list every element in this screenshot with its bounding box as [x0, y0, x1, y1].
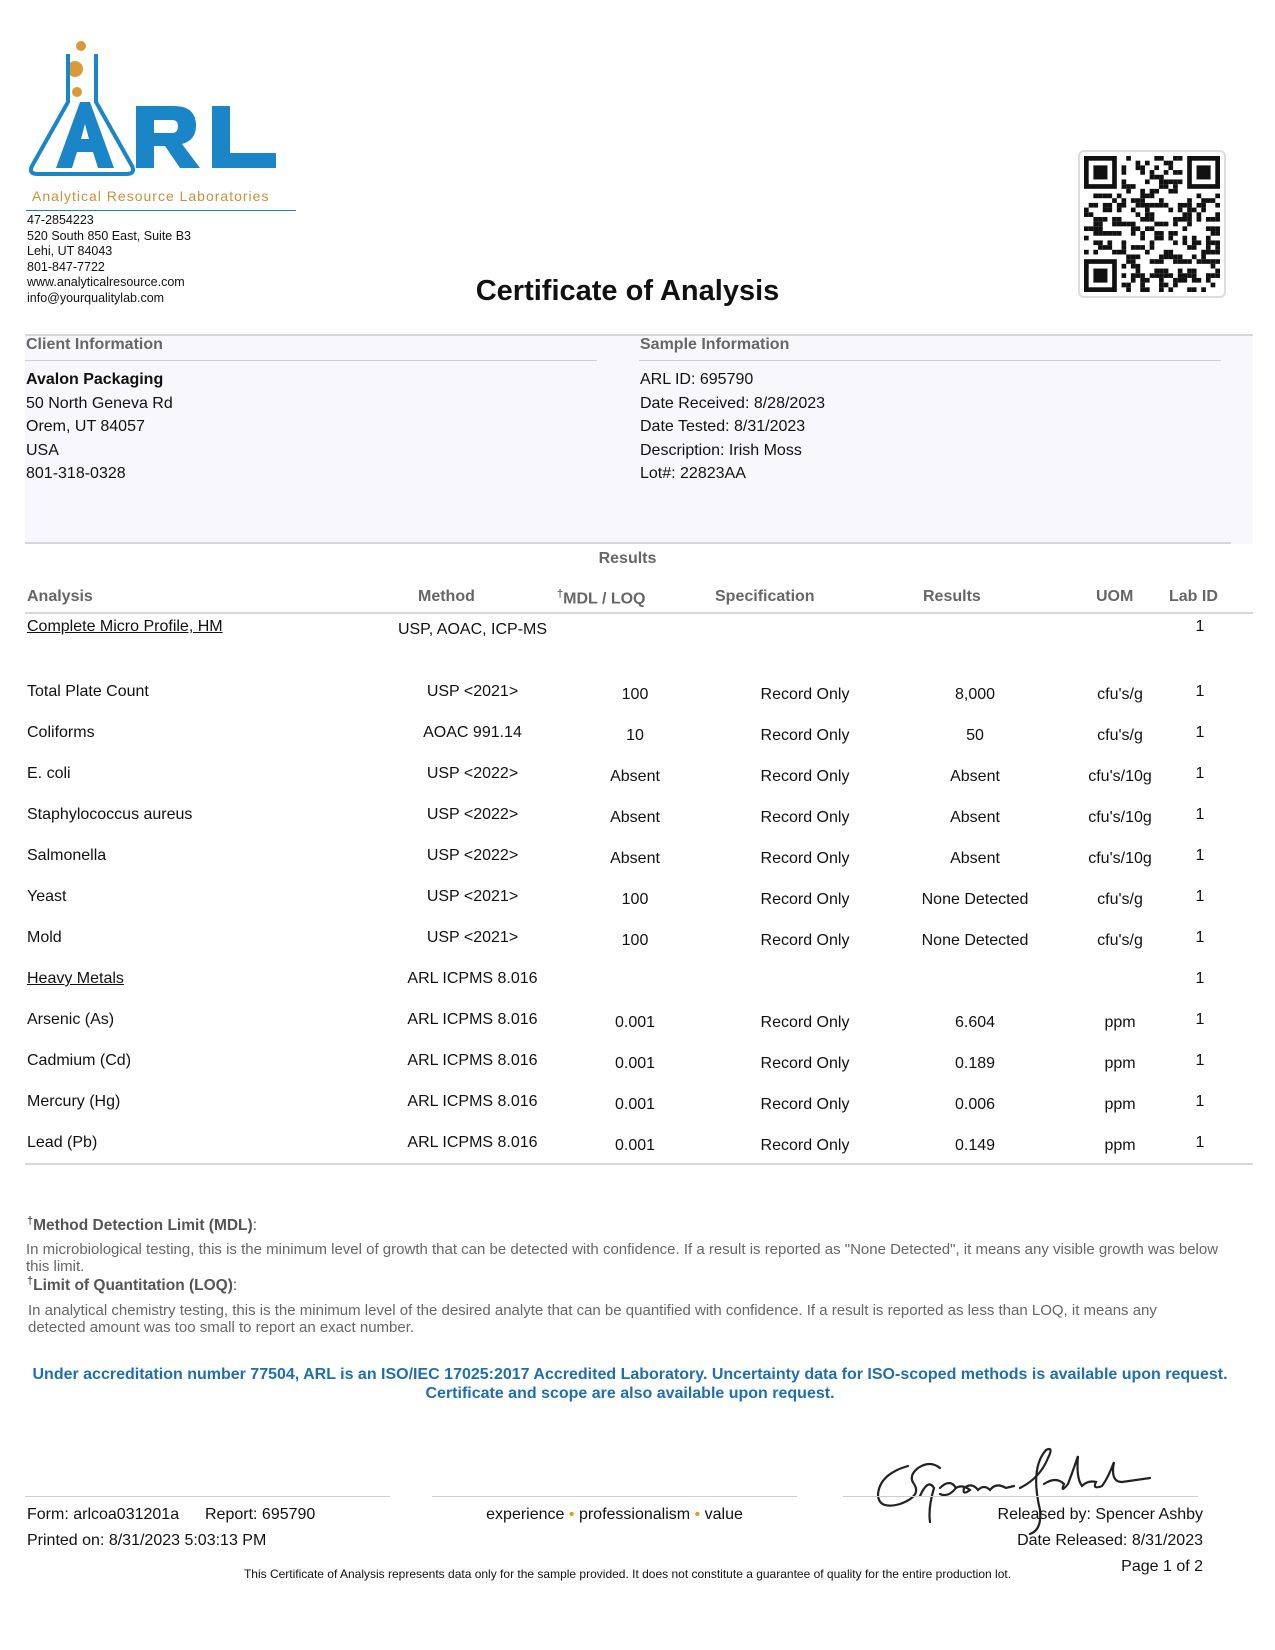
sample-info: [640, 368, 825, 486]
cell-uom: cfu's/10g: [1088, 850, 1152, 867]
motto: [432, 1506, 797, 1524]
cell-uom: ppm: [1104, 1096, 1136, 1113]
cell-lab-id: 1: [1195, 929, 1205, 946]
cell-method: USP <2022>: [426, 847, 519, 864]
client-phone: 801-318-0328: [26, 465, 126, 482]
cell-lab-id: 1: [1195, 970, 1205, 987]
client-address-line: USA: [26, 441, 59, 459]
cell-analysis: Cadmium (Cd): [27, 1052, 132, 1069]
form-id: Form: arlcoa031201a: [27, 1506, 180, 1523]
qr-code: [1078, 150, 1226, 298]
cell-uom: ppm: [1104, 1014, 1136, 1031]
info-panel: [25, 334, 1253, 544]
logo-tagline: Analytical Resource Laboratories: [32, 188, 270, 204]
table-row: [25, 724, 1253, 764]
released-by: Released by: Spencer Ashby: [997, 1506, 1203, 1523]
cell-lab-id: 1: [1195, 1052, 1205, 1069]
cell-analysis: Complete Micro Profile, HM: [27, 618, 223, 635]
motto-dot: •: [568, 1506, 575, 1523]
cell-specification: Record Only: [760, 1137, 850, 1154]
col-analysis: Analysis: [27, 588, 93, 605]
cell-result: Absent: [950, 768, 1000, 785]
cell-analysis: Coliforms: [27, 724, 95, 741]
accreditation-notice: Under accreditation number 77504, ARL is an ISO/IEC 17025:2017 Accredited Laboratory. Uncertainty data for ISO-scoped methods is available upon request. Certificate and scope are also available upon request.: [32, 1366, 1228, 1402]
sample-arl-id: ARL ID: 695790: [640, 371, 754, 388]
motto-dot: •: [694, 1506, 701, 1523]
date-released: Date Released: 8/31/2023: [1017, 1532, 1203, 1549]
cell-method: ARL ICPMS 8.016: [407, 1134, 538, 1151]
dagger-mark: †: [27, 1215, 34, 1227]
lab-website[interactable]: www.analyticalresource.com: [27, 275, 185, 289]
lab-street: 520 South 850 East, Suite B3: [27, 228, 192, 243]
cell-mdl-loq: 0.001: [614, 1137, 656, 1154]
cell-analysis: Mold: [27, 929, 62, 946]
cell-mdl-loq: 100: [621, 686, 649, 703]
table-row: [25, 1093, 1253, 1133]
footer-rule-right: [843, 1496, 1198, 1497]
cell-mdl-loq: 0.001: [614, 1096, 656, 1113]
table-row: [25, 683, 1253, 723]
page-number: Page 1 of 2: [1121, 1558, 1203, 1575]
report-id: Report: 695790: [205, 1506, 316, 1523]
table-row: [25, 970, 1253, 1010]
cell-method: USP <2022>: [426, 806, 519, 823]
cell-specification: Record Only: [760, 1055, 850, 1072]
cell-analysis: Total Plate Count: [27, 683, 149, 700]
cell-lab-id: 1: [1195, 888, 1205, 905]
lab-phone: 801-847-7722: [27, 259, 105, 274]
table-row: [25, 806, 1253, 846]
table-row: [25, 618, 1253, 658]
cell-result: 0.189: [954, 1055, 996, 1072]
cell-analysis: Staphylococcus aureus: [27, 806, 193, 823]
cell-specification: Record Only: [760, 686, 850, 703]
cell-analysis: Mercury (Hg): [27, 1093, 121, 1110]
client-name: Avalon Packaging: [26, 371, 164, 388]
col-method: Method: [418, 588, 475, 605]
cell-lab-id: 1: [1195, 724, 1205, 741]
footer-rule-center: [432, 1496, 797, 1497]
cell-uom: cfu's/g: [1097, 932, 1143, 949]
sample-description: Description: Irish Moss: [640, 441, 802, 459]
results-column-headers: [25, 588, 1253, 614]
cell-lab-id: 1: [1195, 683, 1205, 700]
cell-specification: Record Only: [760, 768, 850, 785]
cell-method: ARL ICPMS 8.016: [407, 970, 538, 987]
cell-result: 50: [966, 727, 984, 744]
cell-lab-id: 1: [1195, 1134, 1205, 1151]
cell-analysis: E. coli: [27, 765, 71, 782]
cell-uom: cfu's/g: [1097, 727, 1143, 744]
table-row: [25, 1052, 1253, 1092]
disclaimer: This Certificate of Analysis represents data only for the sample provided. It does not constitute a guarantee of quality for the entire production lot.: [243, 1567, 1012, 1581]
client-info-heading: Client Information: [26, 336, 163, 353]
sample-date-tested: Date Tested: 8/31/2023: [640, 418, 806, 435]
cell-lab-id: 1: [1195, 806, 1205, 823]
cell-specification: Record Only: [760, 1096, 850, 1113]
cell-analysis: Arsenic (As): [27, 1011, 115, 1028]
sample-info-rule: [639, 360, 1221, 361]
cell-uom: cfu's/10g: [1088, 768, 1152, 785]
mdl-footnote-text: In microbiological testing, this is the minimum level of growth that can be detected with confidence. If a result is reported as "None Detected", it means any visible growth was below this limit.: [26, 1241, 1219, 1275]
cell-lab-id: 1: [1195, 765, 1205, 782]
cell-uom: ppm: [1104, 1137, 1136, 1154]
table-row: [25, 1011, 1253, 1051]
cell-result: 0.006: [954, 1096, 996, 1113]
cell-method: ARL ICPMS 8.016: [407, 1052, 538, 1069]
sample-lot: Lot#: 22823AA: [640, 465, 746, 482]
col-lab-id: Lab ID: [1169, 588, 1218, 605]
cell-method: AOAC 991.14: [423, 724, 522, 741]
col-results: Results: [923, 588, 981, 605]
arl-logo: [26, 40, 296, 210]
table-row: [25, 1134, 1253, 1174]
sample-date-received: Date Received: 8/28/2023: [640, 394, 826, 412]
cell-method: USP <2021>: [426, 929, 519, 946]
cell-specification: Record Only: [760, 932, 850, 949]
table-row: [25, 847, 1253, 887]
client-info-rule: [25, 360, 597, 361]
qr-code-icon: [1084, 156, 1220, 292]
cell-lab-id: 1: [1195, 618, 1205, 635]
cell-lab-id: 1: [1195, 847, 1205, 864]
cell-result: None Detected: [921, 932, 1029, 949]
cell-mdl-loq: 100: [621, 891, 649, 908]
lab-ein: 47-2854223: [27, 213, 94, 227]
lab-city: Lehi, UT 84043: [27, 244, 113, 258]
cell-method: USP <2021>: [426, 888, 519, 905]
cell-uom: cfu's/g: [1097, 891, 1143, 908]
lab-email[interactable]: info@yourqualitylab.com: [27, 290, 165, 305]
cell-mdl-loq: Absent: [610, 809, 660, 826]
cell-analysis: Salmonella: [27, 847, 107, 864]
results-heading: Results: [598, 550, 657, 567]
cell-lab-id: 1: [1195, 1011, 1205, 1028]
cell-result: 8,000: [954, 686, 996, 703]
cell-result: 0.149: [954, 1137, 996, 1154]
cell-uom: cfu's/g: [1097, 686, 1143, 703]
cell-uom: cfu's/10g: [1088, 809, 1152, 826]
cell-analysis: Heavy Metals: [27, 970, 124, 987]
motto-value: value: [704, 1506, 743, 1523]
footer-rule-left: [25, 1496, 390, 1497]
cell-result: 6.604: [954, 1014, 996, 1031]
results-rule: [25, 542, 1231, 544]
cell-specification: Record Only: [760, 850, 850, 867]
dagger-mark: †: [27, 1275, 34, 1287]
loq-footnote-title: †Limit of Quantitation (LOQ):: [27, 1275, 238, 1295]
cell-specification: Record Only: [760, 809, 850, 826]
cell-result: Absent: [950, 850, 1000, 867]
cell-lab-id: 1: [1195, 1093, 1205, 1110]
dagger-mark: †: [557, 588, 564, 600]
cell-method: ARL ICPMS 8.016: [407, 1093, 538, 1110]
cell-result: None Detected: [921, 891, 1029, 908]
cell-analysis: Lead (Pb): [27, 1134, 98, 1151]
cell-mdl-loq: 10: [626, 727, 644, 744]
table-row: [25, 765, 1253, 805]
cell-mdl-loq: Absent: [610, 850, 660, 867]
cell-method: USP <2022>: [426, 765, 519, 782]
page-title: Certificate of Analysis: [475, 275, 780, 307]
logo-rule: [26, 210, 296, 211]
results-bottom-rule: [25, 1163, 1253, 1165]
col-specification: Specification: [715, 588, 815, 605]
motto-professionalism: professionalism: [578, 1506, 691, 1523]
cell-specification: Record Only: [760, 891, 850, 908]
cell-mdl-loq: 0.001: [614, 1055, 656, 1072]
cell-result: Absent: [950, 809, 1000, 826]
mdl-footnote-title: †Method Detection Limit (MDL):: [27, 1215, 257, 1235]
cell-specification: Record Only: [760, 727, 850, 744]
sample-info-heading: Sample Information: [640, 336, 790, 353]
col-mdl: [557, 588, 646, 608]
client-info: [26, 368, 173, 486]
cell-mdl-loq: 0.001: [614, 1014, 656, 1031]
cell-mdl-loq: Absent: [610, 768, 660, 785]
motto-experience: experience: [486, 1506, 565, 1523]
client-address-line: 50 North Geneva Rd: [26, 394, 173, 412]
col-uom: UOM: [1096, 588, 1134, 605]
cell-analysis: Yeast: [27, 888, 67, 905]
col-mdl-label: MDL / LOQ: [563, 590, 646, 608]
printed-on: Printed on: 8/31/2023 5:03:13 PM: [27, 1532, 267, 1549]
cell-specification: Record Only: [760, 1014, 850, 1031]
cell-method: USP <2021>: [426, 683, 519, 700]
cell-mdl-loq: 100: [621, 932, 649, 949]
cell-method: ARL ICPMS 8.016: [407, 1011, 538, 1028]
cell-uom: ppm: [1104, 1055, 1136, 1072]
table-row: [25, 888, 1253, 928]
cell-method: USP, AOAC, ICP-MS: [397, 621, 548, 638]
client-address-line: Orem, UT 84057: [26, 418, 145, 435]
table-row: [25, 929, 1253, 969]
loq-footnote-text: In analytical chemistry testing, this is the minimum level of the desired analyte that can be quantified with confidence. If a result is reported as less than LOQ, it means any detected amount was too small to report an exact number.: [28, 1302, 1157, 1336]
